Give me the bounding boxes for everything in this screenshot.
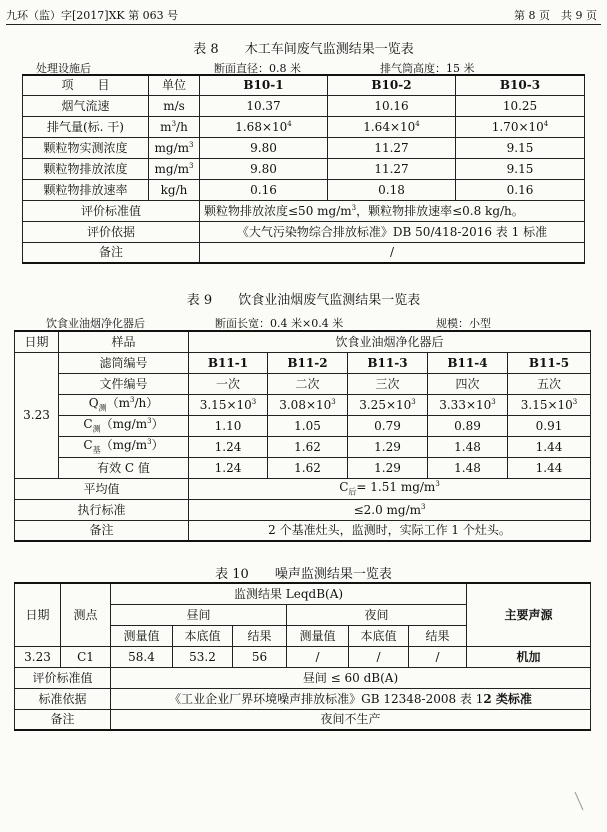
value-cell: 0.91 xyxy=(508,415,591,436)
table8-title: 表 8 木工车间废气监测结果一览表 xyxy=(193,42,414,57)
value-cell: B11-4 xyxy=(428,352,508,373)
value-cell: 1.29 xyxy=(348,457,428,478)
value-cell: B11-5 xyxy=(508,352,591,373)
value-cell: 1.24 xyxy=(189,457,268,478)
table-row xyxy=(15,436,591,457)
table-row xyxy=(15,709,591,730)
avg-value: $C_后= 1.51$ $mg/m^3$ xyxy=(189,478,591,499)
value-cell: 0.89 xyxy=(428,415,508,436)
value-cell: 11.27 xyxy=(328,137,456,158)
header-cell: 单位 xyxy=(149,75,200,95)
table-row xyxy=(23,137,585,158)
table9-meta-section: 断面长宽：0.4 米×0.4 米 xyxy=(215,317,344,330)
value-cell: 1.48 xyxy=(428,436,508,457)
date-cell: 3.23 xyxy=(15,352,59,478)
header-cell: 本底值 xyxy=(173,625,233,646)
value-cell: 1.10 xyxy=(189,415,268,436)
table-row xyxy=(15,499,591,520)
row-label: 滤筒编号 xyxy=(59,352,189,373)
value-cell: 1.24 xyxy=(189,436,268,457)
value-cell: $3.08\times 10^3$ xyxy=(268,394,348,415)
item-cell: 烟气流速 xyxy=(23,95,149,116)
value-cell: 53.2 xyxy=(173,646,233,667)
eval-value: 颗粒物排放浓度≤50 $mg/m^3$，颗粒物排放速率≤0.8 kg/h。 xyxy=(200,200,585,221)
header-cell: B10-1 xyxy=(200,75,328,95)
note-label: 备注 xyxy=(23,242,200,263)
row-label: $C_基(mg/m^3)$ xyxy=(59,436,189,457)
table-row xyxy=(23,179,585,200)
item-cell: 排气量(标. 干) xyxy=(23,116,149,137)
value-cell: / xyxy=(349,646,409,667)
date-cell: 3.23 xyxy=(15,646,61,667)
eval-value: 昼间 ≤ 60 dB(A) xyxy=(111,667,591,688)
note-value: 2 个基准灶头，监测时，实际工作 1 个灶头。 xyxy=(189,520,591,541)
table-row xyxy=(15,394,591,415)
header-cell: 测量值 xyxy=(287,625,349,646)
unit-cell: $mg/m^3$ xyxy=(149,137,200,158)
header-cell: B10-2 xyxy=(328,75,456,95)
header-cell: 测点 xyxy=(61,583,111,646)
item-cell: 颗粒物排放速率 xyxy=(23,179,149,200)
table-row xyxy=(23,242,585,263)
value-cell: 58.4 xyxy=(111,646,173,667)
row-label: $Q_测(m^3/h)$ xyxy=(59,394,189,415)
table8 xyxy=(22,74,585,264)
header-cell: 结果 xyxy=(233,625,287,646)
unit-cell: $mg/m^3$ xyxy=(149,158,200,179)
basis-value: 《大气污染物综合排放标准》DB 50/418-2016 表 1 标准 xyxy=(200,221,585,242)
value-cell: 1.44 xyxy=(508,457,591,478)
header-cell: B10-3 xyxy=(456,75,585,95)
value-cell: 1.48 xyxy=(428,457,508,478)
value-cell: 10.16 xyxy=(328,95,456,116)
eval-label: 评价标准值 xyxy=(15,667,111,688)
unit-cell: kg/h xyxy=(149,179,200,200)
table-row xyxy=(15,352,591,373)
table-row xyxy=(15,331,591,352)
value-cell: 三次 xyxy=(348,373,428,394)
table-row xyxy=(15,478,591,499)
value-cell: 9.15 xyxy=(456,158,585,179)
basis-label: 评价依据 xyxy=(23,221,200,242)
note-value: / xyxy=(200,242,585,263)
table-row xyxy=(15,520,591,541)
row-label: $C_测(mg/m^3)$ xyxy=(59,415,189,436)
value-cell: B11-1 xyxy=(189,352,268,373)
value-cell: $3.33\times 10^3$ xyxy=(428,394,508,415)
table8-meta-facility: 处理设施后 xyxy=(36,62,91,75)
row-label: 有效 C 值 xyxy=(59,457,189,478)
table-row xyxy=(15,415,591,436)
page-header xyxy=(6,7,601,23)
value-cell: 0.16 xyxy=(456,179,585,200)
value-cell: 9.80 xyxy=(200,158,328,179)
table-row xyxy=(23,75,585,95)
header-cell: 日期 xyxy=(15,331,59,352)
header-cell: 监测结果 LeqdB(A) xyxy=(111,583,467,604)
value-cell: 9.15 xyxy=(456,137,585,158)
header-cell: 日期 xyxy=(15,583,61,646)
point-cell: C1 xyxy=(61,646,111,667)
eval-label: 评价标准值 xyxy=(23,200,200,221)
value-cell: 0.79 xyxy=(348,415,428,436)
std-value: ≤2.0 $mg/m^3$ xyxy=(189,499,591,520)
table-row xyxy=(15,667,591,688)
std-label: 执行标准 xyxy=(15,499,189,520)
value-cell: $1.70\times 10^4$ xyxy=(456,116,585,137)
unit-cell: $m^3/h$ xyxy=(149,116,200,137)
value-cell: 四次 xyxy=(428,373,508,394)
value-cell: $3.15\times 10^3$ xyxy=(189,394,268,415)
row-label: 文件编号 xyxy=(59,373,189,394)
unit-cell: m/s xyxy=(149,95,200,116)
table9-title: 表 9 饮食业油烟废气监测结果一览表 xyxy=(186,293,421,308)
table-row xyxy=(23,221,585,242)
table8-meta-diameter: 断面直径：0.8 米 xyxy=(214,62,301,75)
table-row xyxy=(23,95,585,116)
value-cell: $1.64\times 10^4$ xyxy=(328,116,456,137)
item-cell: 颗粒物排放浓度 xyxy=(23,158,149,179)
note-label: 备注 xyxy=(15,709,111,730)
header-cell: 昼间 xyxy=(111,604,287,625)
header-cell: 本底值 xyxy=(349,625,409,646)
value-cell: / xyxy=(287,646,349,667)
value-cell: 二次 xyxy=(268,373,348,394)
page-number: 第 8 页 共 9 页 xyxy=(514,9,597,22)
table9 xyxy=(14,330,591,542)
value-cell: 1.05 xyxy=(268,415,348,436)
source-cell: 机加 xyxy=(467,646,591,667)
table9-meta-scale: 规模：小型 xyxy=(436,317,491,330)
value-cell: 10.37 xyxy=(200,95,328,116)
table10-title: 表 10 噪声监测结果一览表 xyxy=(215,567,392,582)
basis-value: 《工业企业厂界环境噪声排放标准》GB 12348-2008 表 12 类标准 xyxy=(111,688,591,709)
header-cell: 主要声源 xyxy=(467,583,591,646)
table10 xyxy=(14,582,591,731)
value-cell: 1.62 xyxy=(268,436,348,457)
value-cell: $3.25\times 10^3$ xyxy=(348,394,428,415)
basis-label: 标准依据 xyxy=(15,688,111,709)
header-cell: 样品 xyxy=(59,331,189,352)
table-row xyxy=(15,457,591,478)
header-cell: 夜间 xyxy=(287,604,467,625)
table8-meta-height: 排气筒高度：15 米 xyxy=(380,62,475,75)
value-cell: 56 xyxy=(233,646,287,667)
value-cell: 11.27 xyxy=(328,158,456,179)
value-cell: 五次 xyxy=(508,373,591,394)
value-cell: 10.25 xyxy=(456,95,585,116)
table-row xyxy=(15,373,591,394)
table-row xyxy=(15,583,591,604)
header-cell: 项 目 xyxy=(23,75,149,95)
header-cell: 饮食业油烟净化器后 xyxy=(189,331,591,352)
value-cell: 1.29 xyxy=(348,436,428,457)
table-row xyxy=(15,646,591,667)
value-cell: B11-2 xyxy=(268,352,348,373)
value-cell: / xyxy=(409,646,467,667)
header-cell: 结果 xyxy=(409,625,467,646)
avg-label: 平均值 xyxy=(15,478,189,499)
note-label: 备注 xyxy=(15,520,189,541)
header-rule xyxy=(6,24,601,25)
header-cell: 测量值 xyxy=(111,625,173,646)
value-cell: 1.62 xyxy=(268,457,348,478)
value-cell: 9.80 xyxy=(200,137,328,158)
scan-mark xyxy=(573,790,587,814)
table9-meta-location: 饮食业油烟净化器后 xyxy=(46,317,145,330)
report-number: 九环（监）字[2017]XK 第 063 号 xyxy=(6,9,179,22)
table-row xyxy=(23,200,585,221)
table-row xyxy=(23,116,585,137)
value-cell: 0.16 xyxy=(200,179,328,200)
item-cell: 颗粒物实测浓度 xyxy=(23,137,149,158)
value-cell: B11-3 xyxy=(348,352,428,373)
value-cell: 1.44 xyxy=(508,436,591,457)
note-value: 夜间不生产 xyxy=(111,709,591,730)
value-cell: $3.15\times 10^3$ xyxy=(508,394,591,415)
table-row xyxy=(23,158,585,179)
value-cell: 一次 xyxy=(189,373,268,394)
table-row xyxy=(15,688,591,709)
value-cell: 0.18 xyxy=(328,179,456,200)
value-cell: $1.68\times 10^4$ xyxy=(200,116,328,137)
